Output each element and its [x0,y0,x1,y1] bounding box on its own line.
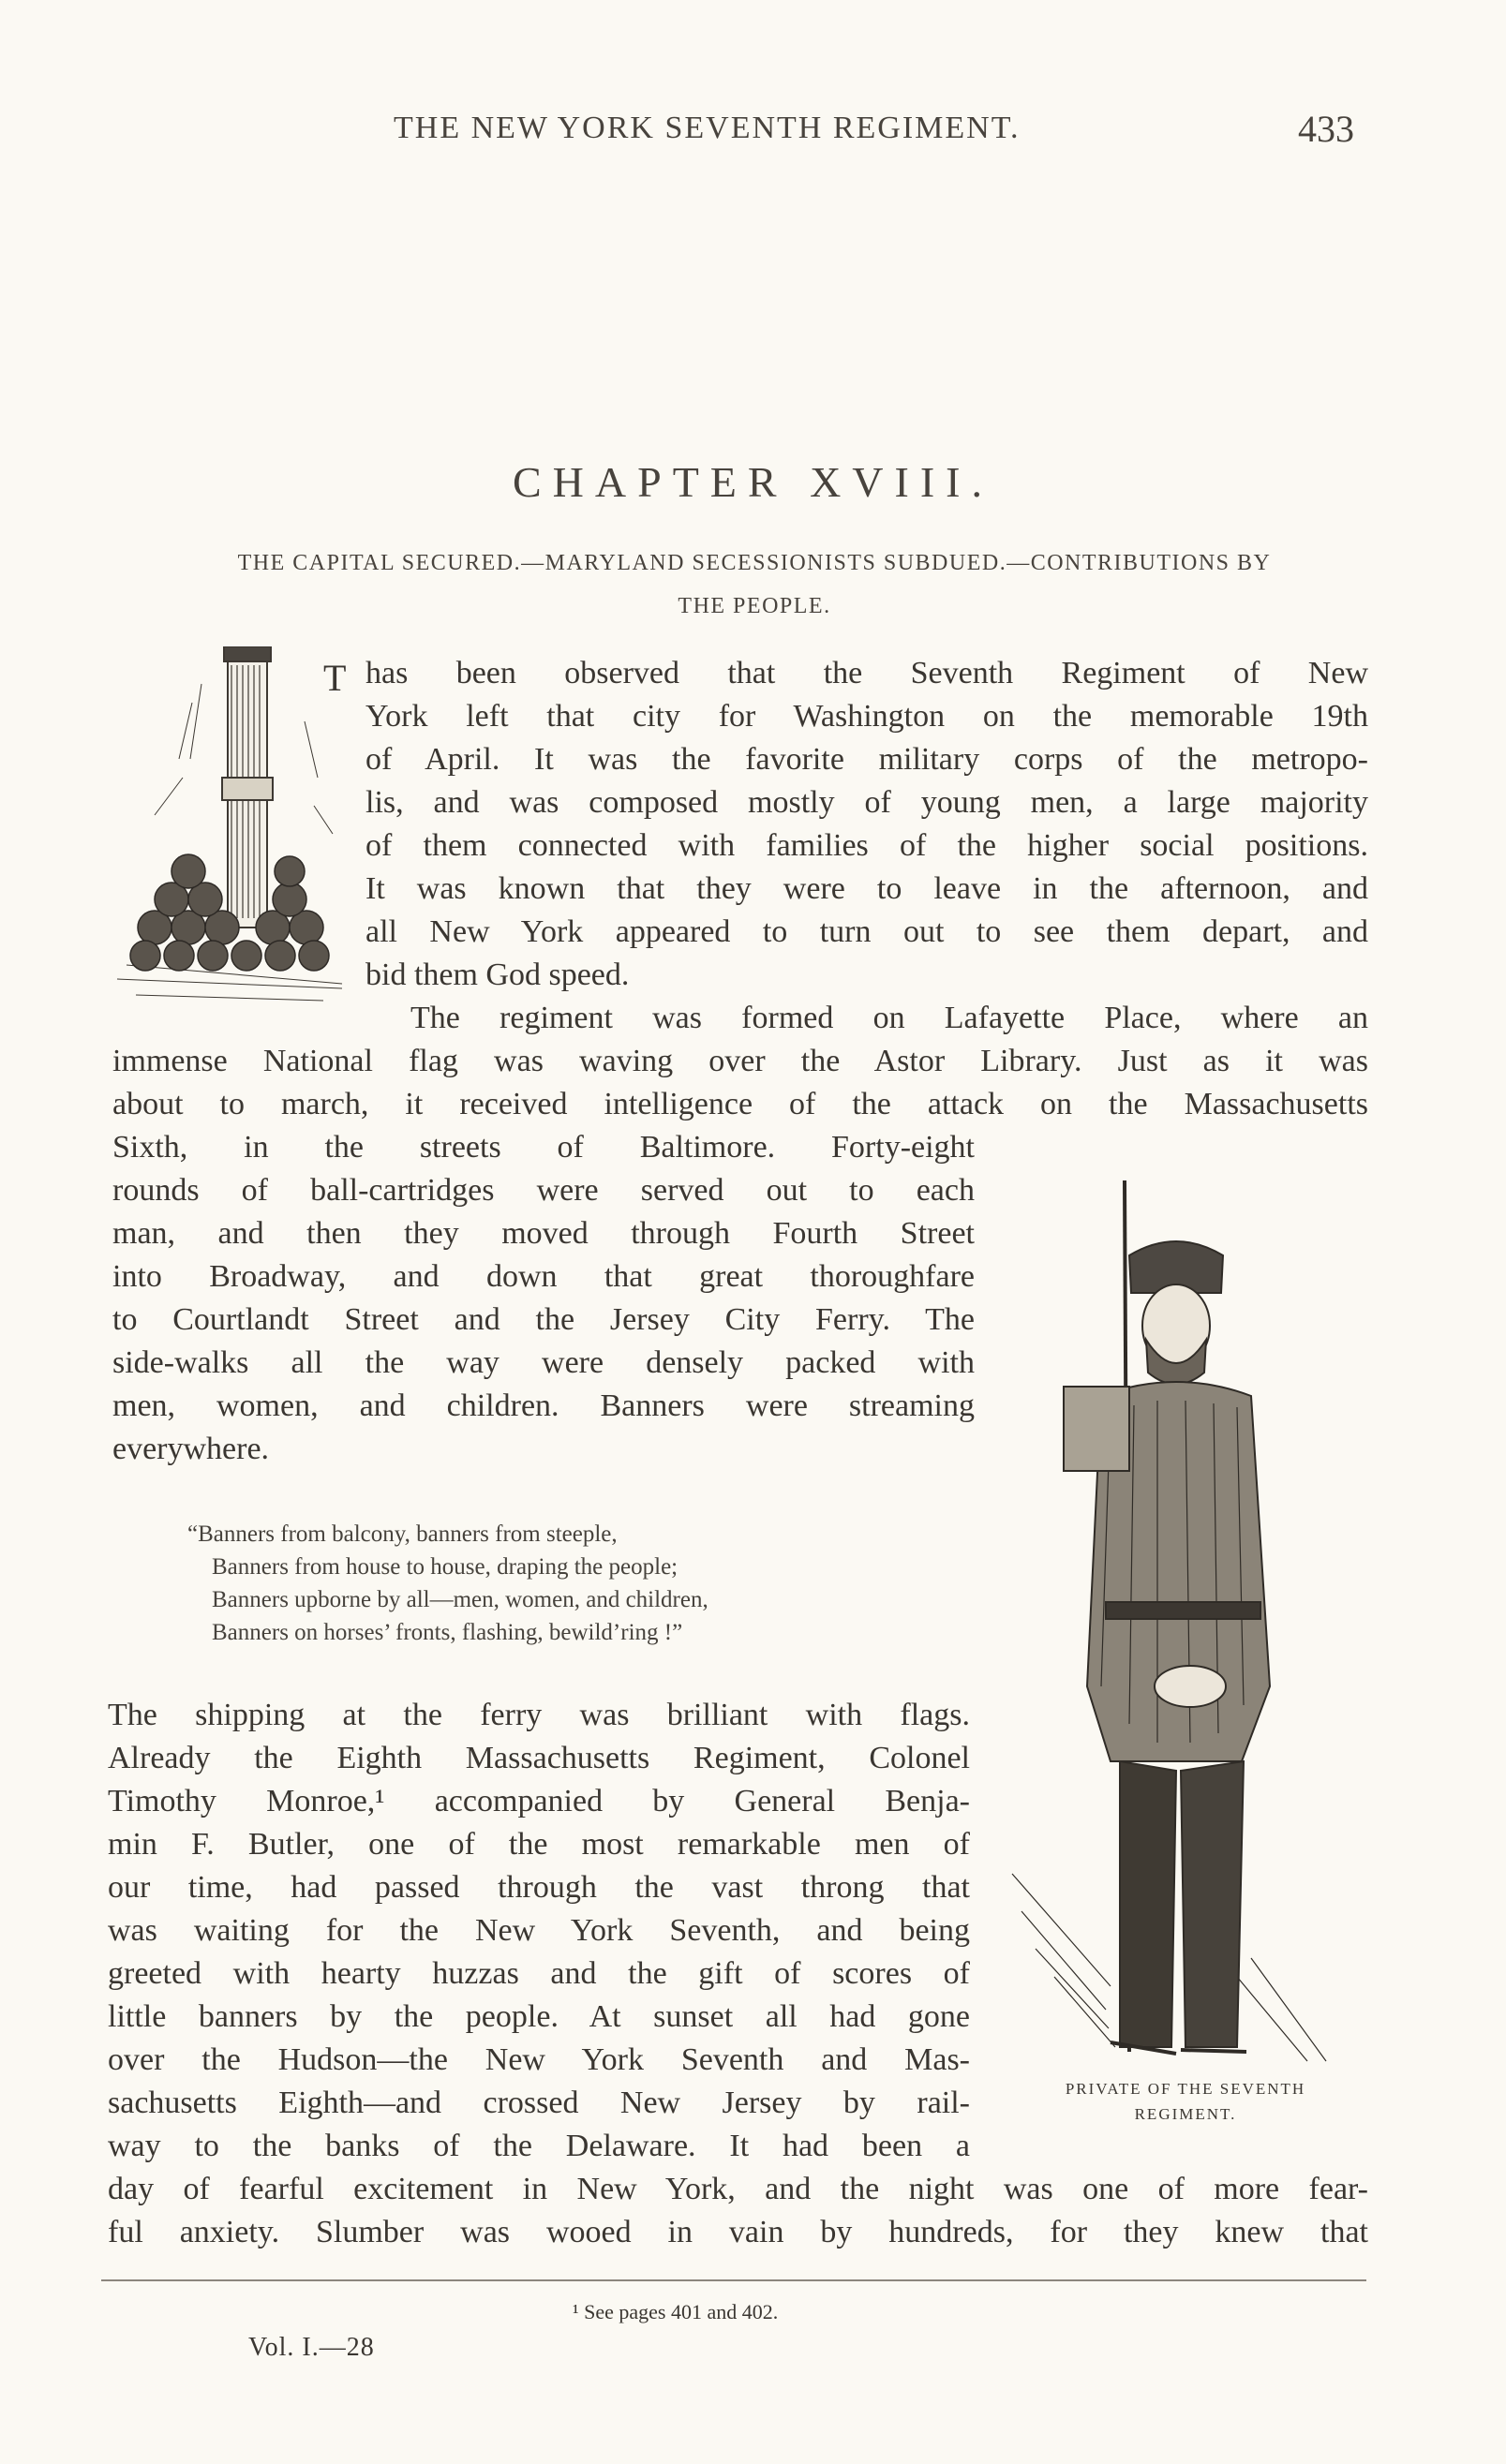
poem-line: Banners on horses’ fronts, flashing, bewild’ring !” [212,1620,683,1645]
body-line: way to the banks of the Delaware. It had been a [108,2129,970,2163]
body-line: immense National flag was waving over the Astor Library. Just as it was [112,1044,1368,1078]
poem-line: “Banners from balcony, banners from steeple, [187,1521,618,1547]
body-line: lis, and was composed mostly of young men, a large majority [365,785,1368,820]
body-line: everywhere. [112,1432,270,1466]
body-line: York left that city for Washington on the memorable 19th [365,699,1368,734]
illustration-caption: REGIMENT. [1134,2105,1237,2123]
body-line: bid them God speed. [365,957,630,992]
chapter-subtitle [131,542,1378,628]
body-line: Sixth, in the streets of Baltimore. Forty-eight [112,1130,975,1165]
body-line: all New York appeared to turn out to see them depart, and [365,914,1368,949]
body-line: men, women, and children. Banners were streaming [112,1388,975,1423]
body-line: little banners by the people. At sunset all had gone [108,1999,970,2034]
poem-line: Banners upborne by all—men, women, and children, [212,1587,708,1612]
body-line: Already the Eighth Massachusetts Regiment, Colonel [108,1741,970,1775]
body-line: day of fearful excitement in New York, and the night was one of more fear- [108,2172,1368,2206]
footnote-rule [101,2279,1366,2281]
drop-cap: T [323,657,347,699]
body-line: into Broadway, and down that great thoroughfare [112,1259,975,1294]
body-line: our time, had passed through the vast throng that [108,1870,970,1905]
body-line: The regiment was formed on Lafayette Place, where an [410,1001,1368,1035]
body-line: ful anxiety. Slumber was wooed in vain by hundreds, for they knew that [108,2215,1368,2249]
running-title: THE NEW YORK SEVENTH REGIMENT. [394,111,1021,145]
body-line: Timothy Monroe,¹ accompanied by General Benja- [108,1784,970,1818]
chapter-subtitle-line: THE PEOPLE. [678,594,831,618]
page-number: 433 [1298,108,1354,150]
footnote: ¹ See pages 401 and 402. [573,2300,779,2323]
body-line: of them connected with families of the higher social positions. [365,828,1368,863]
illustration-caption: PRIVATE OF THE SEVENTH [1065,2080,1306,2098]
chapter-title: CHAPTER XVIII. [513,458,993,506]
body-line: over the Hudson—the New York Seventh and Mas- [108,2042,970,2077]
body-line: has been observed that the Seventh Regiment of New [365,656,1368,690]
signature-mark: Vol. I.—28 [248,2333,375,2362]
body-line: about to march, it received intelligence of the attack on the Massachusetts [112,1087,1368,1121]
body-line: greeted with hearty huzzas and the gift of scores of [108,1956,970,1991]
body-line: man, and then they moved through Fourth Street [112,1216,975,1251]
body-line: of April. It was the favorite military corps of the metropo- [365,742,1368,777]
poem-line: Banners from house to house, draping the people; [212,1554,678,1580]
body-line: The shipping at the ferry was brilliant with flags. [108,1698,970,1732]
cannon-illustration [89,646,361,1031]
body-line: rounds of ball-cartridges were served out to each [112,1173,975,1208]
body-line: side-walks all the way were densely packed with [112,1345,975,1380]
body-line: to Courtlandt Street and the Jersey City Ferry. The [112,1302,975,1337]
body-line: It was known that they were to leave in the afternoon, and [365,871,1368,906]
chapter-subtitle-line: THE CAPITAL SECURED.—MARYLAND SECESSIONISTS SUBDUED.—CONTRIBUTIONS BY [237,551,1272,575]
body-line: min F. Butler, one of the most remarkable men of [108,1827,970,1862]
body-line: sachusetts Eighth—and crossed New Jersey by rail- [108,2085,970,2120]
body-line: was waiting for the New York Seventh, and being [108,1913,970,1948]
soldier-illustration [998,1162,1345,2071]
